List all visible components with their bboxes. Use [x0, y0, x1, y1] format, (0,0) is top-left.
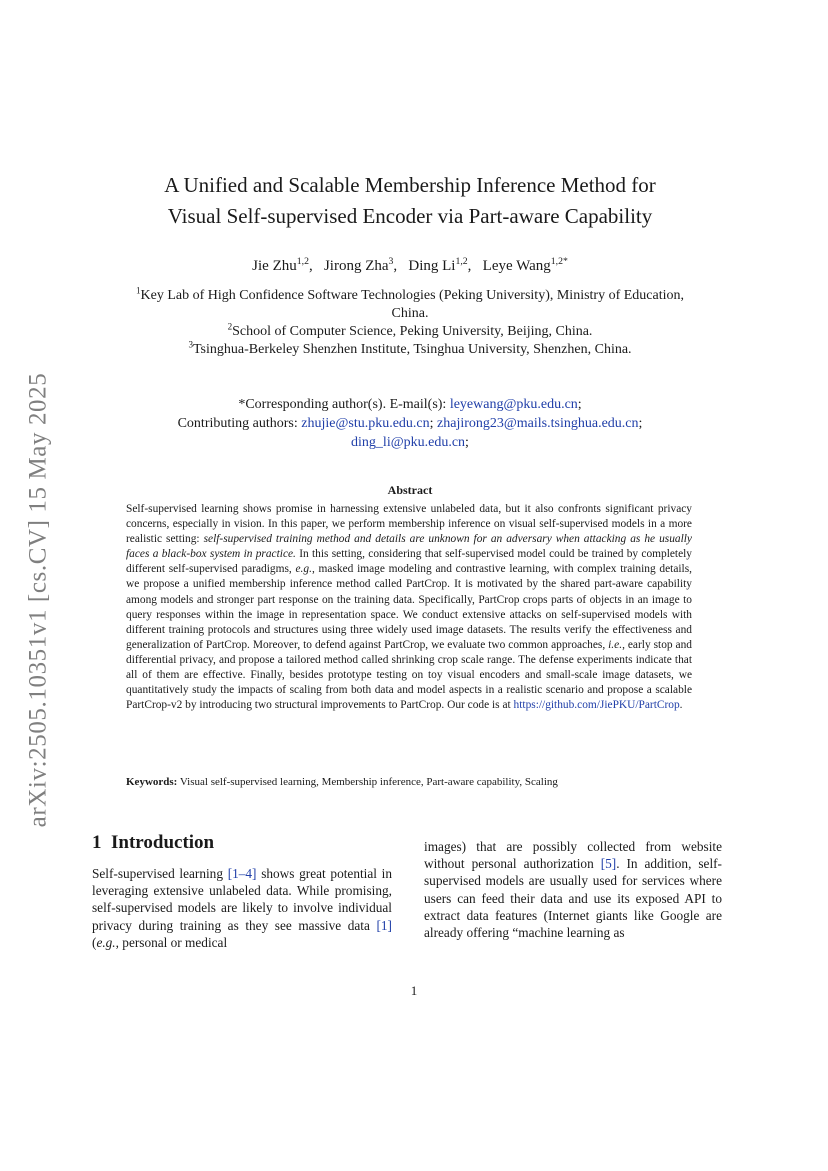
contributing-authors-line-2: ding_li@pku.edu.cn; — [351, 435, 469, 450]
abstract-emphasis: i.e. — [608, 638, 623, 651]
author-list: Jie Zhu$^{1,2}$, Jirong Zha$^3$, Ding Li$^{1,2}$, Leye Wang$^{1,2*}$ — [252, 256, 568, 274]
body-text: ( — [92, 934, 97, 950]
citation-link[interactable]: [1–4] — [227, 866, 257, 881]
affiliation-mark: 3 — [188, 339, 193, 350]
paper-title — [100, 170, 720, 232]
body-emphasis: e.g. — [96, 934, 116, 950]
contributing-email-link[interactable]: zhujie@stu.pku.edu.cn — [301, 416, 430, 431]
author-name: Ding Li — [408, 258, 456, 274]
corresponding-email-link[interactable]: leyewang@pku.edu.cn — [449, 397, 578, 412]
corresponding-author-label: *Corresponding author(s). E-mail(s): — [238, 397, 447, 412]
title-line-2: Visual Self-supervised Encoder via Part-aware Capability — [167, 204, 653, 228]
citation-link[interactable]: [1] — [376, 917, 392, 933]
body-text: . In addition, self-supervised models are usually used for services where users can feed their data and use its exposed API to extract data features (Internet giants like Google are already offering “machine learning as — [424, 856, 722, 941]
contributing-email-link[interactable]: zhajirong23@mails.tsinghua.edu.cn — [437, 416, 639, 431]
affiliation — [120, 323, 700, 341]
section-heading-introduction — [92, 832, 214, 854]
keywords — [126, 775, 692, 790]
author-affiliation-mark: 3 — [388, 256, 394, 267]
abstract-text: Self-supervised learning shows promise in harnessing extensive unlabeled data, but it also confronts significant privacy concerns, especially in vision. In this paper, we perform membership inference on visual self-supervised models in a more realistic setting: — [126, 503, 692, 546]
author-affiliation-mark: 1,2 — [296, 256, 309, 267]
affiliation-text: Tsinghua-Berkeley Shenzhen Institute, Tsinghua University, Shenzhen, China. — [192, 342, 632, 357]
arxiv-identifier-text: arXiv:2505.10351v1 [cs.CV] 15 May 2025 — [24, 372, 52, 828]
code-repository-link[interactable]: https://github.com/JiePKU/PartCrop — [513, 699, 680, 712]
intro-right-column — [424, 838, 722, 941]
section-number: 1 — [92, 832, 102, 853]
contributing-email-link[interactable]: ding_li@pku.edu.cn — [351, 435, 466, 450]
abstract-text: In this setting, considering that self-supervised model could be trained by completely different self-supervised paradigms, — [126, 548, 693, 576]
affiliation-list — [120, 287, 700, 359]
abstract-text: , masked image modeling and contrastive learning, with complex training details, we propose a unified membership inference method called PartCrop. It is motivated by the shared part-aware capability among models and stronger part response on the training data. Specifically, PartCrop crops parts of objects in an image to query responses within the image in representation space. We conduct extensive attacks on self-supervised models with different training protocols and structures using three widely used image datasets. The results verify the effectiveness and generalization of PartCrop. Moreover, to defend against PartCrop, we evaluate two common approaches, — [126, 563, 692, 651]
author-affiliation-mark: 1,2* — [550, 256, 568, 267]
keywords-text: Visual self-supervised learning, Membership inference, Part-aware capability, Scaling — [179, 776, 558, 788]
contributing-authors-label: Contributing authors: — [177, 416, 298, 431]
keywords-label: Keywords: — [126, 776, 178, 788]
page-number: 1 — [410, 983, 418, 998]
abstract-emphasis: self-supervised training method and details are unknown for an adversary when attacking as he usually faces a black-box system in practice. — [126, 533, 692, 561]
contributing-authors-line: Contributing authors: zhujie@stu.pku.edu.cn; zhajirong23@mails.tsinghua.edu.cn; — [177, 416, 643, 431]
arxiv-identifier-stamp — [8, 350, 68, 850]
affiliation — [120, 341, 700, 359]
citation-link[interactable]: [5] — [600, 856, 617, 872]
intro-left-column — [92, 865, 392, 951]
author-name: Jie Zhu — [252, 258, 297, 274]
affiliation-mark: 2 — [227, 321, 233, 332]
contact-info — [110, 395, 710, 452]
section-title-text: Introduction — [111, 832, 215, 853]
abstract-heading: Abstract — [387, 483, 433, 497]
author-name: Leye Wang — [482, 258, 551, 274]
affiliation-mark: 1 — [135, 285, 141, 296]
affiliation-text: School of Computer Science, Peking University, Beijing, China. — [232, 324, 593, 339]
body-text: Self-supervised learning — [92, 866, 228, 881]
body-text: images) that are possibly collected from website without personal authorization — [424, 839, 722, 872]
title-line-1: A Unified and Scalable Membership Inference Method for — [164, 173, 656, 197]
body-text: , personal or medical — [115, 934, 228, 950]
affiliation — [120, 287, 700, 323]
corresponding-author-line: *Corresponding author(s). E-mail(s): leyewang@pku.edu.cn; — [238, 397, 582, 412]
abstract-emphasis: e.g. — [295, 563, 312, 576]
affiliation-text: Key Lab of High Confidence Software Technologies (Peking University), Ministry of Education, China. — [140, 288, 685, 321]
author-affiliation-mark: 1,2 — [455, 256, 468, 267]
abstract-text: , early stop and differential privacy, and propose a tailored method called shrinking crop scale range. The defense experiments indicate that all of them are effective. Finally, besides prototype testing on toy visual encoders and small-scale image datasets, we quantitatively study the impacts of scaling from both data and model aspects in a realistic scenario and propose a scalable PartCrop-v2 by introducing two structural improvements to PartCrop. Our code is at — [126, 638, 692, 712]
abstract-text: . — [679, 699, 683, 712]
abstract-body — [126, 502, 692, 713]
author-name: Jirong Zha — [323, 258, 389, 274]
body-text: shows great potential in leveraging extensive unlabeled data. While promising, self-supervised models are likely to involve individual privacy during training as they see massive data — [92, 866, 392, 933]
